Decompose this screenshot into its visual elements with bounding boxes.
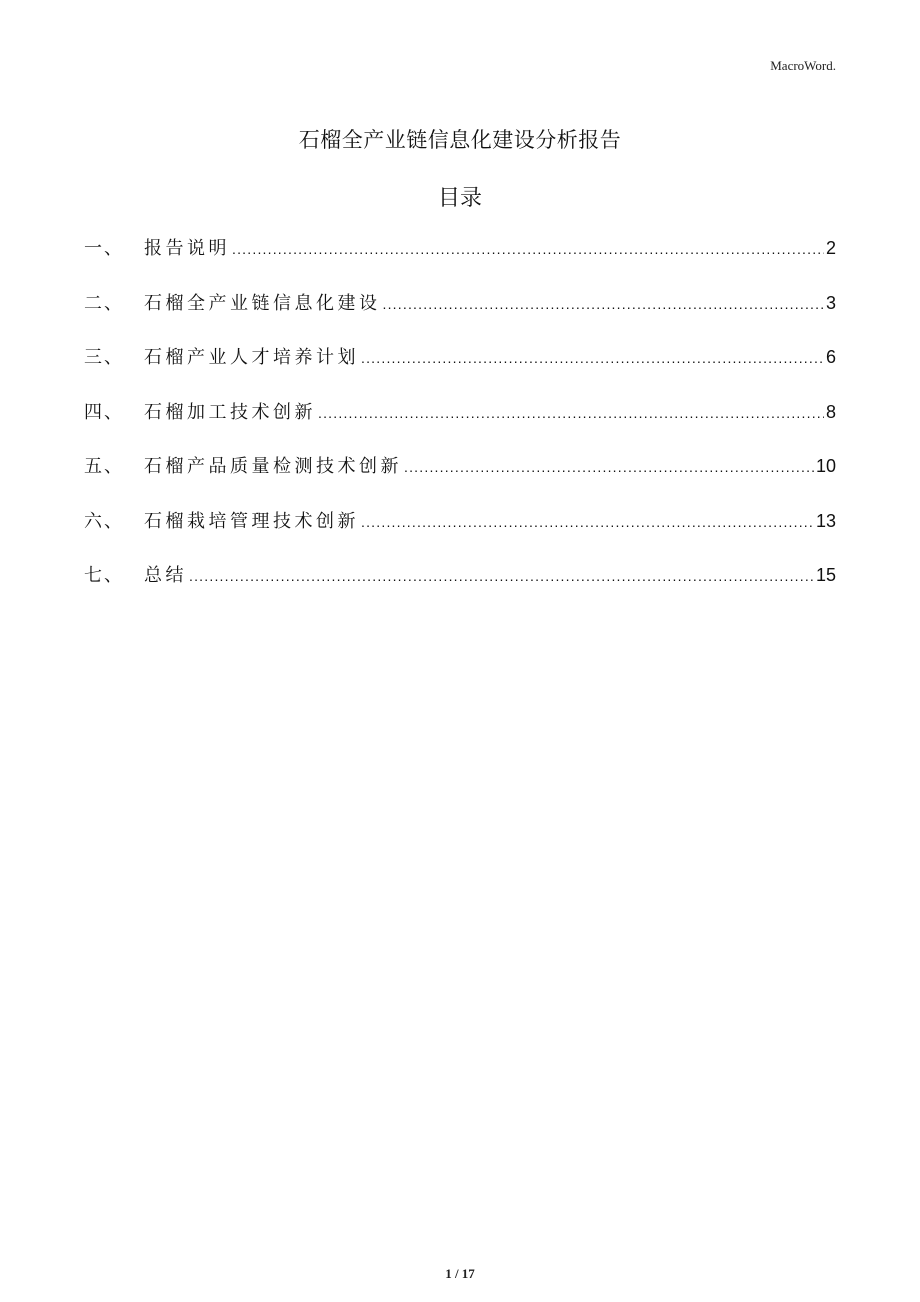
toc-entry-number: 七、 <box>84 565 124 586</box>
toc-dot-leader <box>383 296 824 312</box>
toc-heading: 目录 <box>437 186 482 211</box>
toc-dot-leader <box>361 514 814 530</box>
toc-entry-page: 15 <box>815 565 836 585</box>
toc-entry-title: 石榴产业人才培养计划 <box>144 347 359 368</box>
toc-dot-leader <box>189 568 814 584</box>
toc-entry-3[interactable] <box>84 343 836 398</box>
toc-entry-title: 石榴栽培管理技术创新 <box>144 510 359 532</box>
toc-entry-number: 六、 <box>84 510 124 532</box>
toc-dot-leader <box>404 459 814 475</box>
toc-entry-title: 石榴全产业链信息化建设 <box>144 292 381 314</box>
toc-entry-title: 石榴产品质量检测技术创新 <box>144 456 402 477</box>
toc-entry-page: 2 <box>825 238 836 258</box>
toc-entry-title: 报告说明 <box>144 238 230 259</box>
toc-entry-number: 三、 <box>84 347 124 368</box>
table-of-contents <box>84 234 836 616</box>
toc-dot-leader <box>361 350 824 366</box>
toc-dot-leader <box>318 405 824 421</box>
toc-entry-5[interactable] <box>84 452 836 507</box>
toc-entry-page: 13 <box>815 510 836 531</box>
toc-entry-7[interactable] <box>84 561 836 616</box>
toc-entry-number: 四、 <box>84 401 124 423</box>
page-number-footer: 1 / 17 <box>445 1266 475 1281</box>
header-brand: MacroWord. <box>770 58 836 73</box>
toc-dot-leader <box>232 241 824 257</box>
toc-entry-page: 8 <box>825 401 836 422</box>
toc-entry-page: 3 <box>825 292 836 313</box>
document-title: 石榴全产业链信息化建设分析报告 <box>298 128 622 152</box>
toc-entry-number: 二、 <box>84 292 124 314</box>
toc-entry-2[interactable] <box>84 289 836 344</box>
toc-entry-page: 6 <box>825 347 836 367</box>
toc-entry-4[interactable] <box>84 398 836 453</box>
toc-entry-number: 一、 <box>84 238 124 259</box>
toc-entry-title: 石榴加工技术创新 <box>144 401 316 423</box>
toc-entry-title: 总结 <box>144 565 187 586</box>
toc-entry-page: 10 <box>815 456 836 476</box>
toc-entry-1[interactable] <box>84 234 836 289</box>
toc-entry-number: 五、 <box>84 456 124 477</box>
toc-entry-6[interactable] <box>84 507 836 562</box>
